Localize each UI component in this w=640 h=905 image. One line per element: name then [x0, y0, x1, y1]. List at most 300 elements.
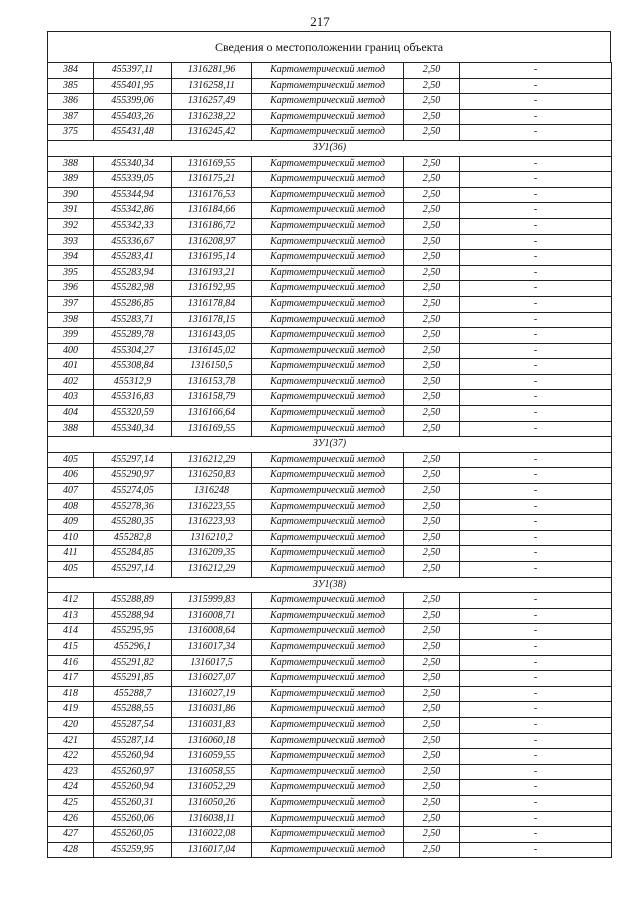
point-number-cell: 411	[48, 546, 94, 562]
description-cell: -	[460, 312, 612, 328]
y-coordinate-cell: 1316193,21	[172, 265, 252, 281]
accuracy-cell: 2,50	[404, 530, 460, 546]
y-coordinate-cell: 1316008,71	[172, 608, 252, 624]
description-cell: -	[460, 452, 612, 468]
accuracy-cell: 2,50	[404, 811, 460, 827]
method-cell: Картометрический метод	[252, 452, 404, 468]
accuracy-cell: 2,50	[404, 94, 460, 110]
table-row	[48, 468, 612, 484]
accuracy-cell: 2,50	[404, 312, 460, 328]
table-row	[48, 359, 612, 375]
method-cell: Картометрический метод	[252, 156, 404, 172]
x-coordinate-cell: 455278,36	[94, 499, 172, 515]
table-row	[48, 484, 612, 500]
table-row	[48, 608, 612, 624]
description-cell: -	[460, 608, 612, 624]
method-cell: Картометрический метод	[252, 390, 404, 406]
table-row	[48, 265, 612, 281]
accuracy-cell: 2,50	[404, 187, 460, 203]
accuracy-cell: 2,50	[404, 296, 460, 312]
description-cell: -	[460, 484, 612, 500]
x-coordinate-cell: 455340,34	[94, 421, 172, 437]
method-cell: Картометрический метод	[252, 484, 404, 500]
description-cell: -	[460, 187, 612, 203]
x-coordinate-cell: 455312,9	[94, 374, 172, 390]
point-number-cell: 385	[48, 78, 94, 94]
description-cell: -	[460, 359, 612, 375]
y-coordinate-cell: 1316195,14	[172, 250, 252, 266]
table-row	[48, 515, 612, 531]
method-cell: Картометрический метод	[252, 421, 404, 437]
table-row	[48, 749, 612, 765]
description-cell: -	[460, 78, 612, 94]
description-cell: -	[460, 172, 612, 188]
description-cell: -	[460, 655, 612, 671]
x-coordinate-cell: 455336,67	[94, 234, 172, 250]
description-cell: -	[460, 733, 612, 749]
y-coordinate-cell: 1316145,02	[172, 343, 252, 359]
description-cell: -	[460, 109, 612, 125]
accuracy-cell: 2,50	[404, 63, 460, 79]
table-row	[48, 530, 612, 546]
table-row	[48, 827, 612, 843]
x-coordinate-cell: 455283,41	[94, 250, 172, 266]
method-cell: Картометрический метод	[252, 78, 404, 94]
table-row	[48, 312, 612, 328]
y-coordinate-cell: 1316158,79	[172, 390, 252, 406]
description-cell: -	[460, 717, 612, 733]
point-number-cell: 408	[48, 499, 94, 515]
x-coordinate-cell: 455339,05	[94, 172, 172, 188]
description-cell: -	[460, 780, 612, 796]
method-cell: Картометрический метод	[252, 624, 404, 640]
point-number-cell: 412	[48, 593, 94, 609]
table-row	[48, 234, 612, 250]
method-cell: Картометрический метод	[252, 296, 404, 312]
table-row	[48, 499, 612, 515]
y-coordinate-cell: 1316223,93	[172, 515, 252, 531]
description-cell: -	[460, 203, 612, 219]
y-coordinate-cell: 1316281,96	[172, 63, 252, 79]
accuracy-cell: 2,50	[404, 421, 460, 437]
description-cell: -	[460, 702, 612, 718]
y-coordinate-cell: 1316052,29	[172, 780, 252, 796]
method-cell: Картометрический метод	[252, 749, 404, 765]
x-coordinate-cell: 455282,98	[94, 281, 172, 297]
x-coordinate-cell: 455286,85	[94, 296, 172, 312]
point-number-cell: 426	[48, 811, 94, 827]
y-coordinate-cell: 1316209,35	[172, 546, 252, 562]
x-coordinate-cell: 455431,48	[94, 125, 172, 141]
method-cell: Картометрический метод	[252, 468, 404, 484]
method-cell: Картометрический метод	[252, 250, 404, 266]
description-cell: -	[460, 671, 612, 687]
method-cell: Картометрический метод	[252, 172, 404, 188]
accuracy-cell: 2,50	[404, 733, 460, 749]
table-row	[48, 562, 612, 578]
y-coordinate-cell: 1316143,05	[172, 328, 252, 344]
accuracy-cell: 2,50	[404, 780, 460, 796]
y-coordinate-cell: 1316027,19	[172, 686, 252, 702]
point-number-cell: 401	[48, 359, 94, 375]
accuracy-cell: 2,50	[404, 702, 460, 718]
y-coordinate-cell: 1316169,55	[172, 421, 252, 437]
method-cell: Картометрический метод	[252, 234, 404, 250]
y-coordinate-cell: 1316223,55	[172, 499, 252, 515]
y-coordinate-cell: 1316178,15	[172, 312, 252, 328]
point-number-cell: 418	[48, 686, 94, 702]
description-cell: -	[460, 624, 612, 640]
x-coordinate-cell: 455260,94	[94, 749, 172, 765]
description-cell: -	[460, 468, 612, 484]
accuracy-cell: 2,50	[404, 172, 460, 188]
x-coordinate-cell: 455288,89	[94, 593, 172, 609]
description-cell: -	[460, 515, 612, 531]
point-number-cell: 387	[48, 109, 94, 125]
table-row	[48, 125, 612, 141]
section-label: ЗУ1(36)	[48, 140, 612, 156]
description-cell: -	[460, 499, 612, 515]
description-cell: -	[460, 390, 612, 406]
description-cell: -	[460, 265, 612, 281]
accuracy-cell: 2,50	[404, 717, 460, 733]
y-coordinate-cell: 1316175,21	[172, 172, 252, 188]
point-number-cell: 402	[48, 374, 94, 390]
method-cell: Картометрический метод	[252, 655, 404, 671]
method-cell: Картометрический метод	[252, 218, 404, 234]
method-cell: Картометрический метод	[252, 515, 404, 531]
point-number-cell: 375	[48, 125, 94, 141]
table-row	[48, 172, 612, 188]
y-coordinate-cell: 1316257,49	[172, 94, 252, 110]
table-row	[48, 593, 612, 609]
x-coordinate-cell: 455288,7	[94, 686, 172, 702]
accuracy-cell: 2,50	[404, 265, 460, 281]
method-cell: Картометрический метод	[252, 203, 404, 219]
y-coordinate-cell: 1316248	[172, 484, 252, 500]
method-cell: Картометрический метод	[252, 406, 404, 422]
table-row	[48, 546, 612, 562]
accuracy-cell: 2,50	[404, 281, 460, 297]
accuracy-cell: 2,50	[404, 686, 460, 702]
accuracy-cell: 2,50	[404, 842, 460, 858]
description-cell: -	[460, 63, 612, 79]
point-number-cell: 398	[48, 312, 94, 328]
method-cell: Картометрический метод	[252, 499, 404, 515]
page-number: 217	[310, 14, 330, 29]
y-coordinate-cell: 1316245,42	[172, 125, 252, 141]
x-coordinate-cell: 455260,05	[94, 827, 172, 843]
x-coordinate-cell: 455288,94	[94, 608, 172, 624]
point-number-cell: 414	[48, 624, 94, 640]
x-coordinate-cell: 455403,26	[94, 109, 172, 125]
accuracy-cell: 2,50	[404, 468, 460, 484]
y-coordinate-cell: 1316212,29	[172, 452, 252, 468]
point-number-cell: 417	[48, 671, 94, 687]
method-cell: Картометрический метод	[252, 842, 404, 858]
accuracy-cell: 2,50	[404, 639, 460, 655]
x-coordinate-cell: 455296,1	[94, 639, 172, 655]
table-row	[48, 421, 612, 437]
table-row	[48, 717, 612, 733]
table-row	[48, 780, 612, 796]
y-coordinate-cell: 1315999,83	[172, 593, 252, 609]
table-row	[48, 702, 612, 718]
accuracy-cell: 2,50	[404, 624, 460, 640]
description-cell: -	[460, 94, 612, 110]
method-cell: Картометрический метод	[252, 187, 404, 203]
table-row	[48, 109, 612, 125]
y-coordinate-cell: 1316017,5	[172, 655, 252, 671]
table-row	[48, 686, 612, 702]
table-row	[48, 795, 612, 811]
method-cell: Картометрический метод	[252, 702, 404, 718]
x-coordinate-cell: 455259,95	[94, 842, 172, 858]
x-coordinate-cell: 455295,95	[94, 624, 172, 640]
method-cell: Картометрический метод	[252, 562, 404, 578]
x-coordinate-cell: 455287,54	[94, 717, 172, 733]
x-coordinate-cell: 455291,85	[94, 671, 172, 687]
y-coordinate-cell: 1316238,22	[172, 109, 252, 125]
x-coordinate-cell: 455284,85	[94, 546, 172, 562]
point-number-cell: 394	[48, 250, 94, 266]
y-coordinate-cell: 1316058,55	[172, 764, 252, 780]
accuracy-cell: 2,50	[404, 484, 460, 500]
x-coordinate-cell: 455288,55	[94, 702, 172, 718]
table-row	[48, 374, 612, 390]
point-number-cell: 419	[48, 702, 94, 718]
table-row	[48, 78, 612, 94]
point-number-cell: 427	[48, 827, 94, 843]
point-number-cell: 428	[48, 842, 94, 858]
accuracy-cell: 2,50	[404, 250, 460, 266]
point-number-cell: 388	[48, 421, 94, 437]
point-number-cell: 389	[48, 172, 94, 188]
x-coordinate-cell: 455397,11	[94, 63, 172, 79]
point-number-cell: 410	[48, 530, 94, 546]
point-number-cell: 406	[48, 468, 94, 484]
x-coordinate-cell: 455282,8	[94, 530, 172, 546]
accuracy-cell: 2,50	[404, 452, 460, 468]
description-cell: -	[460, 749, 612, 765]
point-number-cell: 413	[48, 608, 94, 624]
accuracy-cell: 2,50	[404, 390, 460, 406]
point-number-cell: 393	[48, 234, 94, 250]
x-coordinate-cell: 455342,86	[94, 203, 172, 219]
accuracy-cell: 2,50	[404, 764, 460, 780]
y-coordinate-cell: 1316176,53	[172, 187, 252, 203]
point-number-cell: 405	[48, 562, 94, 578]
description-cell: -	[460, 421, 612, 437]
description-cell: -	[460, 328, 612, 344]
method-cell: Картометрический метод	[252, 328, 404, 344]
table-row	[48, 187, 612, 203]
table-row	[48, 842, 612, 858]
y-coordinate-cell: 1316008,64	[172, 624, 252, 640]
point-number-cell: 415	[48, 639, 94, 655]
x-coordinate-cell: 455297,14	[94, 562, 172, 578]
y-coordinate-cell: 1316212,29	[172, 562, 252, 578]
description-cell: -	[460, 218, 612, 234]
x-coordinate-cell: 455401,95	[94, 78, 172, 94]
y-coordinate-cell: 1316250,83	[172, 468, 252, 484]
point-number-cell: 424	[48, 780, 94, 796]
y-coordinate-cell: 1316017,04	[172, 842, 252, 858]
point-number-cell: 425	[48, 795, 94, 811]
y-coordinate-cell: 1316017,34	[172, 639, 252, 655]
y-coordinate-cell: 1316178,84	[172, 296, 252, 312]
point-number-cell: 409	[48, 515, 94, 531]
description-cell: -	[460, 811, 612, 827]
description-cell: -	[460, 842, 612, 858]
method-cell: Картометрический метод	[252, 265, 404, 281]
method-cell: Картометрический метод	[252, 780, 404, 796]
accuracy-cell: 2,50	[404, 218, 460, 234]
description-cell: -	[460, 250, 612, 266]
accuracy-cell: 2,50	[404, 749, 460, 765]
table-row	[48, 281, 612, 297]
description-cell: -	[460, 546, 612, 562]
method-cell: Картометрический метод	[252, 686, 404, 702]
accuracy-cell: 2,50	[404, 234, 460, 250]
point-number-cell: 396	[48, 281, 94, 297]
point-number-cell: 405	[48, 452, 94, 468]
description-cell: -	[460, 374, 612, 390]
y-coordinate-cell: 1316186,72	[172, 218, 252, 234]
accuracy-cell: 2,50	[404, 328, 460, 344]
table-row	[48, 250, 612, 266]
description-cell: -	[460, 562, 612, 578]
y-coordinate-cell: 1316038,11	[172, 811, 252, 827]
x-coordinate-cell: 455260,31	[94, 795, 172, 811]
method-cell: Картометрический метод	[252, 343, 404, 359]
section-row	[48, 437, 612, 453]
section-row	[48, 140, 612, 156]
x-coordinate-cell: 455297,14	[94, 452, 172, 468]
description-cell: -	[460, 593, 612, 609]
accuracy-cell: 2,50	[404, 546, 460, 562]
method-cell: Картометрический метод	[252, 811, 404, 827]
table-row	[48, 639, 612, 655]
y-coordinate-cell: 1316031,86	[172, 702, 252, 718]
accuracy-cell: 2,50	[404, 109, 460, 125]
description-cell: -	[460, 530, 612, 546]
table-row	[48, 94, 612, 110]
x-coordinate-cell: 455308,84	[94, 359, 172, 375]
accuracy-cell: 2,50	[404, 608, 460, 624]
accuracy-cell: 2,50	[404, 359, 460, 375]
x-coordinate-cell: 455342,33	[94, 218, 172, 234]
accuracy-cell: 2,50	[404, 655, 460, 671]
boundary-sheet	[47, 31, 611, 858]
point-number-cell: 422	[48, 749, 94, 765]
y-coordinate-cell: 1316022,08	[172, 827, 252, 843]
y-coordinate-cell: 1316059,55	[172, 749, 252, 765]
point-number-cell: 407	[48, 484, 94, 500]
point-number-cell: 386	[48, 94, 94, 110]
y-coordinate-cell: 1316258,11	[172, 78, 252, 94]
point-number-cell: 420	[48, 717, 94, 733]
x-coordinate-cell: 455304,27	[94, 343, 172, 359]
accuracy-cell: 2,50	[404, 671, 460, 687]
x-coordinate-cell: 455291,82	[94, 655, 172, 671]
description-cell: -	[460, 234, 612, 250]
method-cell: Картометрический метод	[252, 764, 404, 780]
table-row	[48, 452, 612, 468]
method-cell: Картометрический метод	[252, 795, 404, 811]
y-coordinate-cell: 1316210,2	[172, 530, 252, 546]
point-number-cell: 403	[48, 390, 94, 406]
y-coordinate-cell: 1316031,83	[172, 717, 252, 733]
method-cell: Картометрический метод	[252, 530, 404, 546]
y-coordinate-cell: 1316153,78	[172, 374, 252, 390]
method-cell: Картометрический метод	[252, 733, 404, 749]
point-number-cell: 392	[48, 218, 94, 234]
table-row	[48, 218, 612, 234]
x-coordinate-cell: 455260,06	[94, 811, 172, 827]
x-coordinate-cell: 455283,71	[94, 312, 172, 328]
description-cell: -	[460, 827, 612, 843]
accuracy-cell: 2,50	[404, 515, 460, 531]
coordinates-table	[47, 62, 612, 858]
point-number-cell: 395	[48, 265, 94, 281]
x-coordinate-cell: 455260,94	[94, 780, 172, 796]
accuracy-cell: 2,50	[404, 125, 460, 141]
y-coordinate-cell: 1316169,55	[172, 156, 252, 172]
y-coordinate-cell: 1316060,18	[172, 733, 252, 749]
table-row	[48, 406, 612, 422]
table-row	[48, 624, 612, 640]
table-row	[48, 296, 612, 312]
method-cell: Картометрический метод	[252, 374, 404, 390]
y-coordinate-cell: 1316150,5	[172, 359, 252, 375]
description-cell: -	[460, 764, 612, 780]
x-coordinate-cell: 455289,78	[94, 328, 172, 344]
x-coordinate-cell: 455316,83	[94, 390, 172, 406]
point-number-cell: 391	[48, 203, 94, 219]
coordinates-table-body	[48, 63, 612, 858]
y-coordinate-cell: 1316050,26	[172, 795, 252, 811]
table-row	[48, 328, 612, 344]
table-row	[48, 671, 612, 687]
method-cell: Картометрический метод	[252, 593, 404, 609]
method-cell: Картометрический метод	[252, 608, 404, 624]
x-coordinate-cell: 455280,35	[94, 515, 172, 531]
description-cell: -	[460, 343, 612, 359]
x-coordinate-cell: 455399,06	[94, 94, 172, 110]
table-row	[48, 156, 612, 172]
x-coordinate-cell: 455287,14	[94, 733, 172, 749]
point-number-cell: 421	[48, 733, 94, 749]
y-coordinate-cell: 1316192,95	[172, 281, 252, 297]
accuracy-cell: 2,50	[404, 78, 460, 94]
y-coordinate-cell: 1316027,07	[172, 671, 252, 687]
method-cell: Картометрический метод	[252, 109, 404, 125]
description-cell: -	[460, 406, 612, 422]
point-number-cell: 404	[48, 406, 94, 422]
point-number-cell: 400	[48, 343, 94, 359]
point-number-cell: 399	[48, 328, 94, 344]
section-label: ЗУ1(38)	[48, 577, 612, 593]
accuracy-cell: 2,50	[404, 827, 460, 843]
accuracy-cell: 2,50	[404, 406, 460, 422]
x-coordinate-cell: 455283,94	[94, 265, 172, 281]
method-cell: Картометрический метод	[252, 94, 404, 110]
accuracy-cell: 2,50	[404, 795, 460, 811]
method-cell: Картометрический метод	[252, 312, 404, 328]
method-cell: Картометрический метод	[252, 546, 404, 562]
table-row	[48, 764, 612, 780]
